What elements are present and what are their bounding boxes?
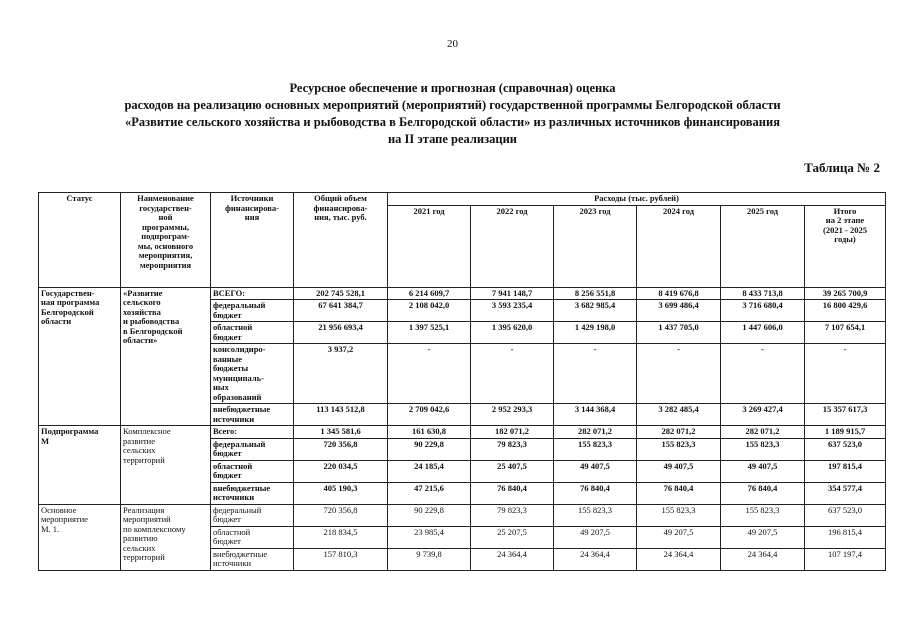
row-value: 90 229,8 [388, 438, 471, 460]
row-value: 76 840,4 [721, 482, 805, 504]
row-value: 182 071,2 [471, 426, 554, 439]
row-value: 24 185,4 [388, 460, 471, 482]
row-value: 3 269 427,4 [721, 404, 805, 426]
row-value: 155 823,3 [721, 504, 805, 526]
row-value: 155 823,3 [554, 438, 637, 460]
row-total: 720 356,8 [294, 504, 388, 526]
row-value: 8 419 676,8 [637, 287, 721, 300]
row-total: 405 190,3 [294, 482, 388, 504]
row-value: 6 214 609,7 [388, 287, 471, 300]
row-source: внебюджетные источники [211, 548, 294, 570]
row-name: Реализация мероприятий по комплексному развитию сельских территорий [121, 504, 211, 570]
row-value: 1 395 620,0 [471, 322, 554, 344]
row-value: 47 215,6 [388, 482, 471, 504]
header-year: 2021 год [388, 205, 471, 287]
row-value: - [805, 344, 886, 404]
row-value: 637 523,0 [805, 438, 886, 460]
row-value: 1 447 606,0 [721, 322, 805, 344]
row-source: областной бюджет [211, 460, 294, 482]
row-value: 39 265 700,9 [805, 287, 886, 300]
row-value: 7 107 654,1 [805, 322, 886, 344]
row-value: 637 523,0 [805, 504, 886, 526]
row-source: федеральный бюджет [211, 438, 294, 460]
row-total: 202 745 528,1 [294, 287, 388, 300]
title-line: на II этапе реализации [387, 132, 518, 146]
table-row [39, 504, 886, 526]
row-value: 24 364,4 [554, 548, 637, 570]
row-value: 76 840,4 [471, 482, 554, 504]
row-value: 9 739,8 [388, 548, 471, 570]
row-value: 155 823,3 [637, 438, 721, 460]
row-total: 113 143 512,8 [294, 404, 388, 426]
row-total: 220 034,5 [294, 460, 388, 482]
financing-table [38, 192, 886, 571]
row-total: 218 834,5 [294, 526, 388, 548]
row-value: 3 682 985,4 [554, 300, 637, 322]
row-value: 354 577,4 [805, 482, 886, 504]
row-source: внебюджетные источники [211, 482, 294, 504]
table-label: Таблица № 2 [804, 160, 880, 175]
row-value: 25 407,5 [471, 460, 554, 482]
row-name: Комплексное развитие сельских территорий [121, 426, 211, 505]
header-year: 2024 год [637, 205, 721, 287]
row-value: - [637, 344, 721, 404]
row-value: 24 364,4 [721, 548, 805, 570]
row-value: 1 397 525,1 [388, 322, 471, 344]
row-value: 1 429 198,0 [554, 322, 637, 344]
row-source: федеральный бюджет [211, 300, 294, 322]
row-value: 16 800 429,6 [805, 300, 886, 322]
row-value: 2 108 042,0 [388, 300, 471, 322]
row-source: федеральный бюджет [211, 504, 294, 526]
row-value: 23 985,4 [388, 526, 471, 548]
row-value: 49 207,5 [721, 526, 805, 548]
row-value: 49 407,5 [637, 460, 721, 482]
row-value: - [554, 344, 637, 404]
row-value: 49 407,5 [554, 460, 637, 482]
row-value: 15 357 617,3 [805, 404, 886, 426]
row-value: 155 823,3 [554, 504, 637, 526]
row-source: областной бюджет [211, 526, 294, 548]
row-total: 720 356,8 [294, 438, 388, 460]
row-total: 67 641 384,7 [294, 300, 388, 322]
row-value: - [721, 344, 805, 404]
row-source: консолидиро- ванные бюджеты муниципаль- ных образований [211, 344, 294, 404]
row-total: 21 956 693,4 [294, 322, 388, 344]
row-value: 282 071,2 [721, 426, 805, 439]
row-value: 3 593 235,4 [471, 300, 554, 322]
row-value: 2 952 293,3 [471, 404, 554, 426]
row-value: 8 256 551,8 [554, 287, 637, 300]
header-status: Статус [39, 193, 121, 288]
title-line: «Развитие сельского хозяйства и рыбоводства в Белгородской области» из различных источников финансирования [125, 115, 780, 129]
header-total: Общий объем финансирова- ния, тыс. руб. [294, 193, 388, 288]
row-value: 79 823,3 [471, 504, 554, 526]
row-value: 7 941 148,7 [471, 287, 554, 300]
title-line: Ресурсное обеспечение и прогнозная (справочная) оценка [289, 81, 616, 95]
table-row [39, 287, 886, 300]
row-value: 3 282 485,4 [637, 404, 721, 426]
row-status: Государствен- ная программа Белгородской области [39, 287, 121, 426]
row-value: - [471, 344, 554, 404]
row-source: ВСЕГО: [211, 287, 294, 300]
table-body [39, 287, 886, 570]
title-line: расходов на реализацию основных мероприятий (мероприятий) государственной программы Белгородской области [124, 98, 781, 112]
row-value: 282 071,2 [637, 426, 721, 439]
row-value: 155 823,3 [721, 438, 805, 460]
row-total: 157 810,3 [294, 548, 388, 570]
header-name: Наименование государствен- ной программы, подпрограм- мы, основного мероприятия, мероприятия [121, 193, 211, 288]
row-value: 1 437 705,0 [637, 322, 721, 344]
row-value: 24 364,4 [637, 548, 721, 570]
row-total: 3 937,2 [294, 344, 388, 404]
row-value: 282 071,2 [554, 426, 637, 439]
row-value: 3 716 680,4 [721, 300, 805, 322]
table-row [39, 426, 886, 439]
row-value: 76 840,4 [637, 482, 721, 504]
row-value: 76 840,4 [554, 482, 637, 504]
row-value: 79 823,3 [471, 438, 554, 460]
row-value: 8 433 713,8 [721, 287, 805, 300]
header-year: 2025 год [721, 205, 805, 287]
row-status: Подпрограмма М [39, 426, 121, 505]
row-name: «Развитие сельского хозяйства и рыбоводства в Белгородской области» [121, 287, 211, 426]
row-value: 107 197,4 [805, 548, 886, 570]
row-source: внебюджетные источники [211, 404, 294, 426]
row-source: Всего: [211, 426, 294, 439]
row-value: 90 229,8 [388, 504, 471, 526]
page-number: 20 [447, 38, 458, 50]
row-value: 24 364,4 [471, 548, 554, 570]
row-value: 196 815,4 [805, 526, 886, 548]
header-sources: Источники финансирова- ния [211, 193, 294, 288]
header-year: 2022 год [471, 205, 554, 287]
row-value: 49 407,5 [721, 460, 805, 482]
row-value: 3 699 486,4 [637, 300, 721, 322]
row-value: 49 207,5 [637, 526, 721, 548]
row-value: 49 207,5 [554, 526, 637, 548]
header-itogo: Итого на 2 этапе (2021 - 2025 годы) [805, 205, 886, 287]
document-title [60, 80, 845, 148]
row-value: 1 189 915,7 [805, 426, 886, 439]
row-value: 2 709 042,6 [388, 404, 471, 426]
header-year: 2023 год [554, 205, 637, 287]
row-value: - [388, 344, 471, 404]
row-value: 25 207,5 [471, 526, 554, 548]
row-source: областной бюджет [211, 322, 294, 344]
row-value: 3 144 368,4 [554, 404, 637, 426]
row-value: 161 630,8 [388, 426, 471, 439]
row-value: 155 823,3 [637, 504, 721, 526]
header-expenses: Расходы (тыс. рублей) [388, 193, 886, 206]
row-total: 1 345 581,6 [294, 426, 388, 439]
row-value: 197 815,4 [805, 460, 886, 482]
row-status: Основное мероприятие М. 1. [39, 504, 121, 570]
